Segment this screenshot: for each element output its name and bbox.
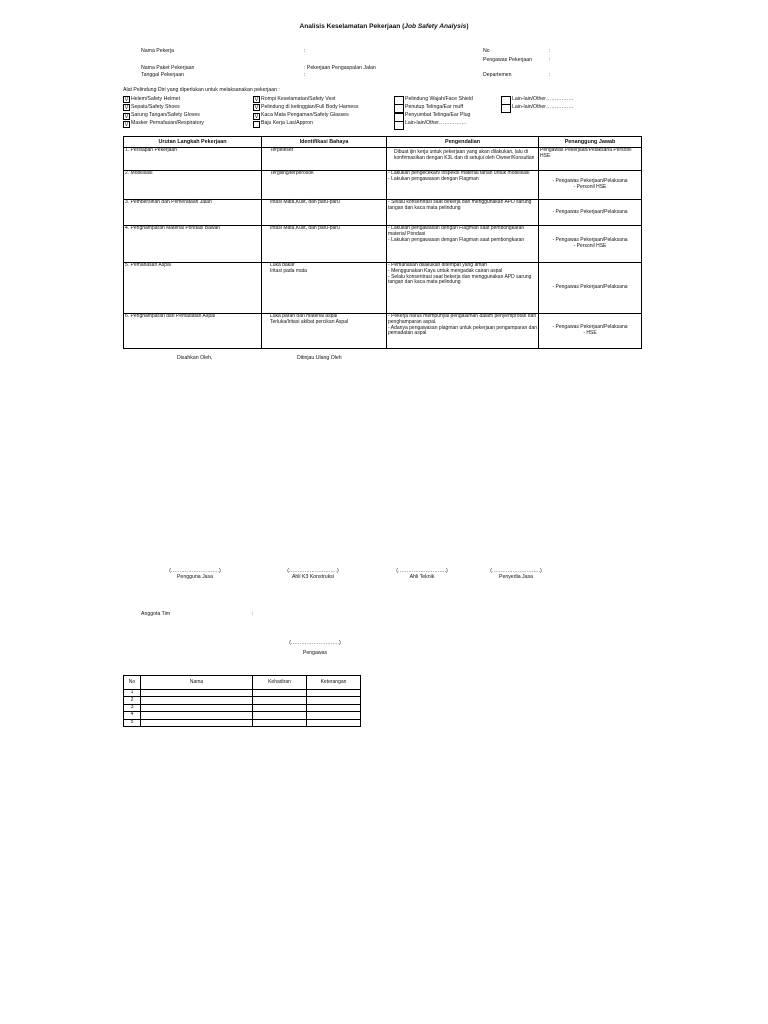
attendance-cell[interactable] bbox=[253, 719, 307, 726]
jsa-row bbox=[124, 263, 642, 314]
control-text: Dibuat ijin kerja untuk pekerjaan yang akan dilakukan, lalu di konfirmasikan dengan K3L dan di setujui oleh Owner/Konsultan bbox=[394, 149, 535, 161]
control-cell bbox=[387, 263, 539, 314]
apd-checkbox[interactable]: V bbox=[254, 105, 259, 112]
pic-cell: - Pengawas Pekerjaan/Pelaksana - HSE bbox=[539, 314, 642, 349]
attendance-cell[interactable] bbox=[307, 690, 361, 697]
apd-checkbox[interactable] bbox=[253, 121, 260, 128]
attendance-header-row bbox=[124, 676, 361, 690]
title-end: ) bbox=[466, 23, 469, 30]
pengawas-colon: : bbox=[549, 57, 551, 63]
signature-penyedia-jasa bbox=[486, 569, 546, 581]
control-item: - Lakukan pengecekan/ inspeksi material tanah untuk mobilisasi bbox=[388, 171, 537, 177]
attendance-row bbox=[124, 697, 361, 704]
apd-checkbox-label: Kaca Mata Pengaman/Safety Glasses bbox=[261, 112, 349, 119]
control-item: - Adanya pengawasan plagman untuk pekerjaan pengamparan dan pemadatan aspal bbox=[388, 326, 537, 338]
jsa-row bbox=[124, 171, 642, 200]
apd-checkbox-label: Sarung Tangan/Safety Gloves bbox=[131, 112, 200, 119]
att-header-nama: Nama bbox=[141, 676, 253, 690]
pic-cell: - Pengawas Pekerjaan/Pelaksana bbox=[539, 200, 642, 226]
ditinjau-label: Ditinjau Ulang Oleh bbox=[297, 355, 342, 361]
apd-checkbox-label: Baju Kerja Las/Appron bbox=[261, 120, 313, 127]
attendance-cell[interactable] bbox=[253, 697, 307, 704]
attendance-cell[interactable] bbox=[141, 719, 253, 726]
nama-pekerja-colon: : bbox=[304, 48, 306, 54]
signature-pengguna-jasa bbox=[165, 569, 225, 581]
control-cell bbox=[387, 148, 539, 171]
signature-line: (……………………….) bbox=[169, 568, 221, 574]
jsa-row bbox=[124, 148, 642, 171]
apd-checkbox-label: Pelindung di ketinggian/Full Body Harness bbox=[261, 103, 359, 110]
apd-checkbox[interactable]: V bbox=[124, 97, 129, 103]
control-item: - Menggunakan Kayu untuk mengadak cairan aspal bbox=[388, 269, 537, 275]
attendance-row bbox=[124, 719, 361, 726]
attendance-cell[interactable] bbox=[307, 719, 361, 726]
attendance-body bbox=[124, 690, 361, 727]
apd-checkbox[interactable] bbox=[501, 104, 511, 113]
attendance-cell[interactable] bbox=[253, 704, 307, 711]
step-cell: 3. Pembersihan dan Pemerataan Jalan bbox=[124, 200, 262, 226]
hazard-cell: Iritasi Mata,Kulit, dan paru-paru bbox=[262, 200, 387, 226]
control-item: - Lakukan pengawasan dengan Flagman saat pembongkaran bbox=[388, 238, 537, 244]
header-urutan: Urutan Langkah Pekerjaan bbox=[124, 137, 262, 148]
attendance-cell[interactable] bbox=[307, 697, 361, 704]
anggota-tim-colon: : bbox=[252, 611, 254, 617]
jsa-body bbox=[124, 148, 642, 349]
pic-cell: - Pengawas Pekerjaan/Pelaksana - Personil HSE bbox=[539, 171, 642, 200]
nama-paket-label: Nama Paket Pekerjaan bbox=[141, 65, 195, 71]
jsa-header-row bbox=[124, 137, 642, 148]
attendance-no: 3 bbox=[124, 704, 141, 711]
apd-checkbox-label: Penutup Telinga/Ear muff bbox=[405, 103, 464, 110]
no-colon: : bbox=[549, 48, 551, 54]
attendance-no: 5 bbox=[124, 719, 141, 726]
tanggal-label: Tanggal Pekerjaan bbox=[141, 72, 184, 78]
apd-checkbox[interactable]: V bbox=[124, 113, 129, 120]
attendance-cell[interactable] bbox=[141, 704, 253, 711]
disahkan-label: Disahkan Oleh, bbox=[177, 355, 213, 361]
hazard-cell: Terpeleset bbox=[262, 148, 387, 171]
apd-checkbox[interactable]: V bbox=[124, 105, 129, 112]
control-cell bbox=[387, 171, 539, 200]
pic-cell: Pengawas Pekerjaan/Pelaksana Personil HSE bbox=[539, 148, 642, 171]
step-cell: 2. Mobilisasi bbox=[124, 171, 262, 200]
hazard-cell: Iritasi Mata,Kulit, dan paru-paru bbox=[262, 226, 387, 263]
signature-line: (……………………….) bbox=[287, 568, 339, 574]
attendance-table bbox=[123, 675, 361, 727]
nama-paket-value: : Pekerjaan Pengaspalan Jalan bbox=[304, 65, 376, 71]
signature-ahli-teknik bbox=[392, 569, 452, 581]
title-main: Analisis Keselamatan Pekerjaan ( bbox=[299, 23, 405, 30]
apd-checkbox-label: Lain-lain/Other……………. bbox=[512, 95, 574, 102]
attendance-cell[interactable] bbox=[253, 712, 307, 719]
title-italic: Job Safety Analysis bbox=[404, 23, 467, 30]
hazard-cell: Tergiling/terperosok bbox=[262, 171, 387, 200]
attendance-row bbox=[124, 712, 361, 719]
header-identifikasi: Identifikasi Bahaya bbox=[262, 137, 387, 148]
control-item: - Pemanasan dilakukan ditempat yang aman bbox=[388, 263, 537, 269]
no-label: No bbox=[483, 48, 490, 54]
apd-checkbox[interactable]: V bbox=[254, 97, 259, 103]
signature-line: (……………………….) bbox=[289, 640, 341, 646]
apd-intro: Alat Pelindung Diri yang diperlukan untuk melaksanakan pekerjaan : bbox=[123, 87, 280, 93]
apd-checkbox[interactable]: V bbox=[124, 121, 129, 128]
attendance-no: 2 bbox=[124, 697, 141, 704]
attendance-cell[interactable] bbox=[253, 690, 307, 697]
signature-line: (……………………….) bbox=[396, 568, 448, 574]
apd-checkbox-label: Helem/Safety Helmet bbox=[131, 95, 181, 102]
step-cell: 5. Pemanasan Aspal bbox=[124, 263, 262, 314]
apd-checkbox[interactable] bbox=[394, 121, 404, 130]
signature-role: Ahli Teknik bbox=[409, 573, 435, 580]
attendance-cell[interactable] bbox=[141, 712, 253, 719]
control-cell bbox=[387, 314, 539, 349]
apd-checkbox-label: Rompi Keselamatan/Safety Vest bbox=[261, 95, 336, 102]
signature-pengawas bbox=[285, 641, 345, 657]
document-title bbox=[0, 23, 768, 31]
jsa-row bbox=[124, 200, 642, 226]
signature-role: Pengguna Jasa bbox=[176, 573, 214, 580]
jsa-row bbox=[124, 226, 642, 263]
signature-role: Pengawas bbox=[302, 649, 328, 656]
jsa-table bbox=[123, 136, 642, 349]
att-header-kehadiran: Kehadiran bbox=[253, 676, 307, 690]
header-pengendalian: Pengendalian bbox=[387, 137, 539, 148]
departemen-colon: : bbox=[549, 72, 551, 78]
tanggal-colon: : bbox=[304, 72, 306, 78]
step-cell: 6. Penghamparan dan Pemadatan Aspal bbox=[124, 314, 262, 349]
attendance-cell[interactable] bbox=[307, 704, 361, 711]
control-cell bbox=[387, 200, 539, 226]
att-header-no: No bbox=[124, 676, 141, 690]
attendance-no: 1 bbox=[124, 690, 141, 697]
pengawas-label: Pengawas Pekerjaan bbox=[483, 57, 533, 63]
header-penanggung-jawab: Penanggung Jawab bbox=[539, 137, 642, 148]
apd-checkbox-label: Lain-lain/Other……………. bbox=[512, 103, 574, 110]
attendance-row bbox=[124, 704, 361, 711]
signature-role: Ahli K3 Konstruksi bbox=[291, 573, 335, 580]
signature-role: Penyedia Jasa bbox=[498, 573, 534, 580]
hazard-cell: Luka bakar Iritasi pada mata bbox=[262, 263, 387, 314]
apd-checkbox[interactable]: V bbox=[254, 113, 259, 120]
apd-checkbox-label: Masker Pernafasan/Respiratory bbox=[131, 120, 204, 127]
attendance-row bbox=[124, 690, 361, 697]
apd-checkbox-label: Lain-lain/Other……………. bbox=[405, 120, 467, 127]
attendance-cell[interactable] bbox=[307, 712, 361, 719]
signature-ahli-k3 bbox=[283, 569, 343, 581]
apd-checkbox-label: Pelindung Wajah/Face Shield bbox=[405, 95, 473, 102]
signature-line: (……………………….) bbox=[490, 568, 542, 574]
attendance-no: 4 bbox=[124, 712, 141, 719]
pic-cell: - Pengawas Pekerjaan/Pelaksana - Personil HSE bbox=[539, 226, 642, 263]
step-cell: 1. Persiapan Pekerjaan bbox=[124, 148, 262, 171]
control-item: - Selalu konsentrasi saat bekerja dan menggunakan APD sarung tangan dan kaca mata pelindung bbox=[388, 200, 537, 212]
control-cell bbox=[387, 226, 539, 263]
att-header-keterangan: Keterangan bbox=[307, 676, 361, 690]
control-item: - Pekerja harus mempunyai pengalaman dalam penyemprotan dan penghamparan aspal. bbox=[388, 314, 537, 326]
nama-pekerja-label: Nama Pekerja bbox=[141, 48, 174, 54]
attendance-cell[interactable] bbox=[141, 697, 253, 704]
anggota-tim-label: Anggota Tim bbox=[141, 611, 171, 617]
jsa-row bbox=[124, 314, 642, 349]
apd-checkbox-label: Sepatu/Safety Shoes bbox=[131, 103, 180, 110]
control-item: - Selalu konsentrasi saat bekerja dan menggunakan APD sarung tangan dan kaca mata pelindung bbox=[388, 275, 537, 287]
step-cell: 4. Penghamparan Material Pondasi Bawah bbox=[124, 226, 262, 263]
departemen-label: Departemen bbox=[483, 72, 512, 78]
control-item: - Lakukan pengawasan dengan Flagman saat pembongkaran material Pondasi bbox=[388, 226, 537, 238]
attendance-cell[interactable] bbox=[141, 690, 253, 697]
control-item: - Lakukan pengawasan dengan Flagman bbox=[388, 177, 537, 183]
apd-checkbox-label: Penyumbat Telinga/Ear Plug bbox=[405, 112, 471, 119]
hazard-cell: Luka parah dari material aspal Terluka/Iritasi akibat percikan Aspal bbox=[262, 314, 387, 349]
pic-cell: - Pengawas Pekerjaan/Pelaksana bbox=[539, 263, 642, 314]
